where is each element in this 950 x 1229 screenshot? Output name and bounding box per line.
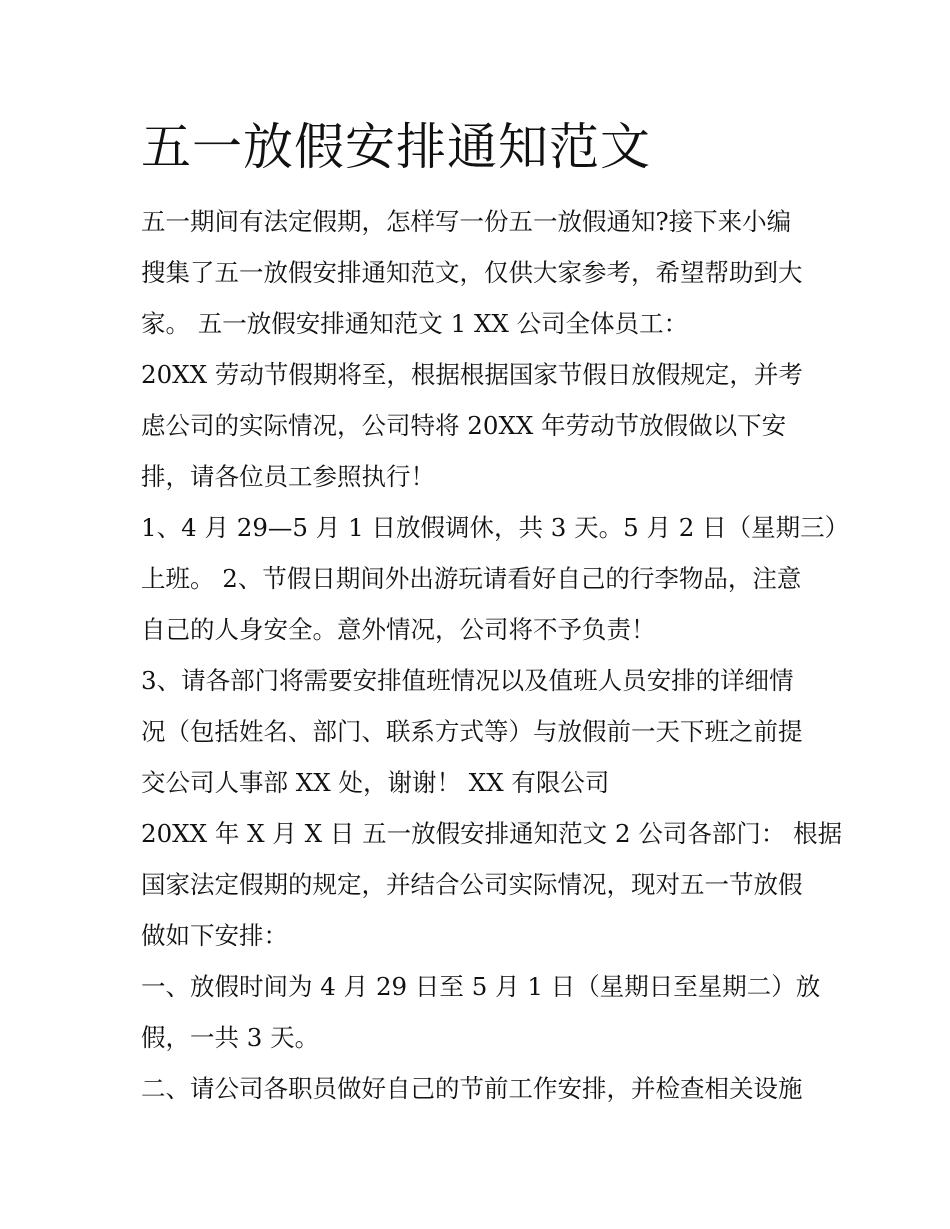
paragraph-line: 1、4 月 29—5 月 1 日放假调休，共 3 天。5 月 2 日（星期三） <box>141 513 850 542</box>
document-title: 五一放假安排通知范文 <box>141 118 651 176</box>
paragraph-line: 一、放假时间为 4 月 29 日至 5 月 1 日（星期日至星期二）放 <box>141 972 821 1001</box>
paragraph-line: 搜集了五一放假安排通知范文，仅供大家参考，希望帮助到大 <box>141 258 803 287</box>
paragraph-line: 上班。 2、节假日期间外出游玩请看好自己的行李物品，注意 <box>141 564 802 593</box>
paragraph-line: 做如下安排： <box>141 921 288 950</box>
paragraph-line: 家。 五一放假安排通知范文 1 XX 公司全体员工： <box>141 309 689 338</box>
paragraph-line: 排，请各位员工参照执行！ <box>141 462 435 491</box>
paragraph-line: 假，一共 3 天。 <box>141 1023 320 1052</box>
paragraph-line: 况（包括姓名、部门、联系方式等）与放假前一天下班之前提 <box>141 717 803 746</box>
paragraph-line: 交公司人事部 XX 处，谢谢！ XX 有限公司 <box>141 768 610 797</box>
paragraph-line: 二、请公司各职员做好自己的节前工作安排，并检查相关设施 <box>141 1074 803 1103</box>
paragraph-line: 3、请各部门将需要安排值班情况以及值班人员安排的详细情 <box>141 666 794 695</box>
paragraph-line: 虑公司的实际情况，公司特将 20XX 年劳动节放假做以下安 <box>141 411 787 440</box>
paragraph-line: 自己的人身安全。意外情况，公司将不予负责！ <box>141 615 656 644</box>
paragraph-line: 20XX 劳动节假期将至，根据根据国家节假日放假规定，并考 <box>141 360 803 389</box>
paragraph-line: 五一期间有法定假期，怎样写一份五一放假通知?接下来小编 <box>141 207 792 236</box>
paragraph-line: 国家法定假期的规定，并结合公司实际情况，现对五一节放假 <box>141 870 803 899</box>
paragraph-line: 20XX 年 X 月 X 日 五一放假安排通知范文 2 公司各部门： 根据 <box>141 819 843 848</box>
